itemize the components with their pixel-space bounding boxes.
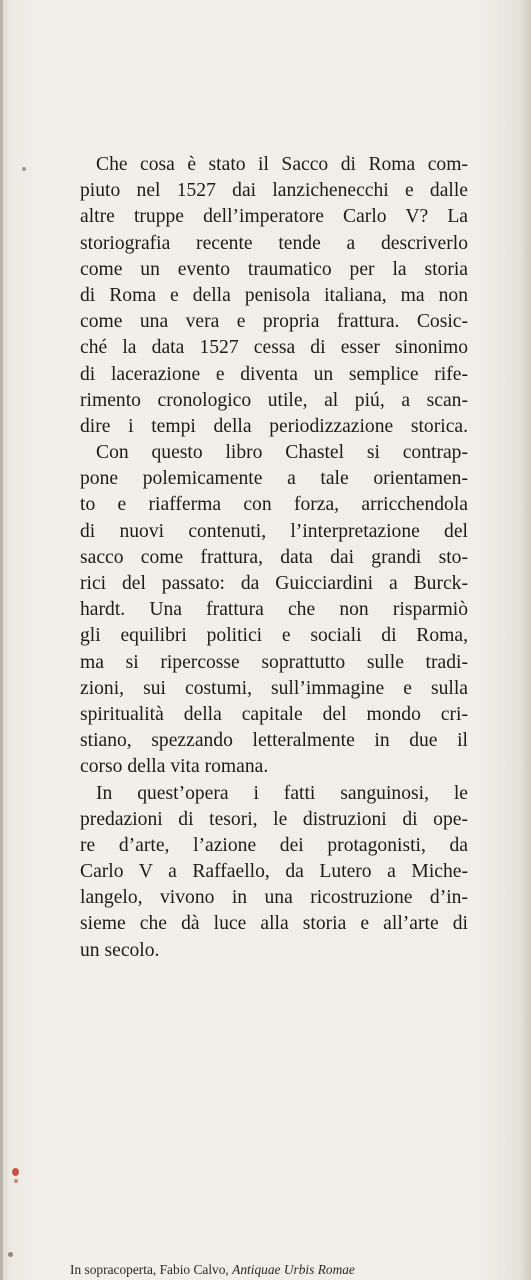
caption-prefix: In sopracoperta, Fabio Calvo, — [70, 1262, 233, 1277]
text-line: zioni, sui costumi, sull’immagine e sulla — [80, 677, 468, 699]
red-stain — [14, 1179, 18, 1183]
text-line: Che cosa è stato il Sacco di Roma com- — [96, 154, 468, 175]
text-line: pone polemicamente a tale orientamen- — [80, 468, 468, 490]
text-line: to e riafferma con forza, arricchendola — [80, 494, 468, 516]
text-line: un secolo. — [80, 939, 160, 961]
text-line: In quest’opera i fatti sanguinosi, le — [96, 782, 468, 804]
text-line: Carlo V a Raffaello, da Lutero a Miche- — [80, 861, 468, 883]
blurb-text — [80, 152, 468, 964]
text-line: ché la data 1527 cessa di esser sinonimo — [80, 337, 468, 359]
text-line: gli equilibri politici e sociali di Roma, — [80, 625, 468, 647]
text-line: spiritualità della capitale del mondo cri- — [80, 703, 468, 725]
cover-credit-caption — [70, 1262, 490, 1278]
paragraph — [80, 152, 468, 440]
text-line: sacco come frattura, data dai grandi sto- — [80, 546, 468, 568]
page-edge — [0, 0, 3, 1280]
text-line: dire i tempi della periodizzazione storica. — [80, 415, 468, 437]
text-line: di nuovi contenuti, l’interpretazione del — [80, 520, 468, 542]
text-line: rimento cronologico utile, al piú, a scan- — [80, 389, 468, 411]
text-line: predazioni di tesori, le distruzioni di ope- — [80, 808, 468, 830]
caption-title: Antiquae Urbis Romae — [232, 1262, 355, 1277]
text-line: corso della vita romana. — [80, 756, 269, 778]
text-line: langelo, vivono in una ricostruzione d’in- — [80, 887, 468, 909]
text-line: piuto nel 1527 dai lanzichenecchi e dalle — [80, 180, 468, 202]
paper-spot — [8, 1252, 13, 1257]
paragraph — [80, 781, 468, 964]
text-line: ma si ripercosse soprattutto sulle tradi- — [80, 651, 468, 673]
text-line: re d’arte, l’azione dei protagonisti, da — [80, 834, 468, 856]
text-line: di Roma e della penisola italiana, ma non — [80, 284, 468, 306]
text-line: di lacerazione e diventa un semplice rife- — [80, 363, 468, 385]
text-line: stiano, spezzando letteralmente in due il — [80, 730, 468, 752]
paper-spot — [22, 167, 26, 171]
text-line: sieme che dà luce alla storia e all’arte di — [80, 913, 468, 935]
text-line: come un evento traumatico per la storia — [80, 258, 468, 280]
text-line: Con questo libro Chastel si contrap- — [96, 442, 468, 464]
paragraph — [80, 440, 468, 780]
text-line: hardt. Una frattura che non risparmiò — [80, 599, 468, 621]
text-line: altre truppe dell’imperatore Carlo V? La — [80, 206, 468, 228]
text-line: storiografia recente tende a descriverlo — [80, 232, 468, 254]
text-line: rici del passato: da Guicciardini a Burck- — [80, 573, 468, 594]
text-line: come una vera e propria frattura. Cosic- — [80, 311, 468, 333]
red-stain — [12, 1168, 19, 1176]
